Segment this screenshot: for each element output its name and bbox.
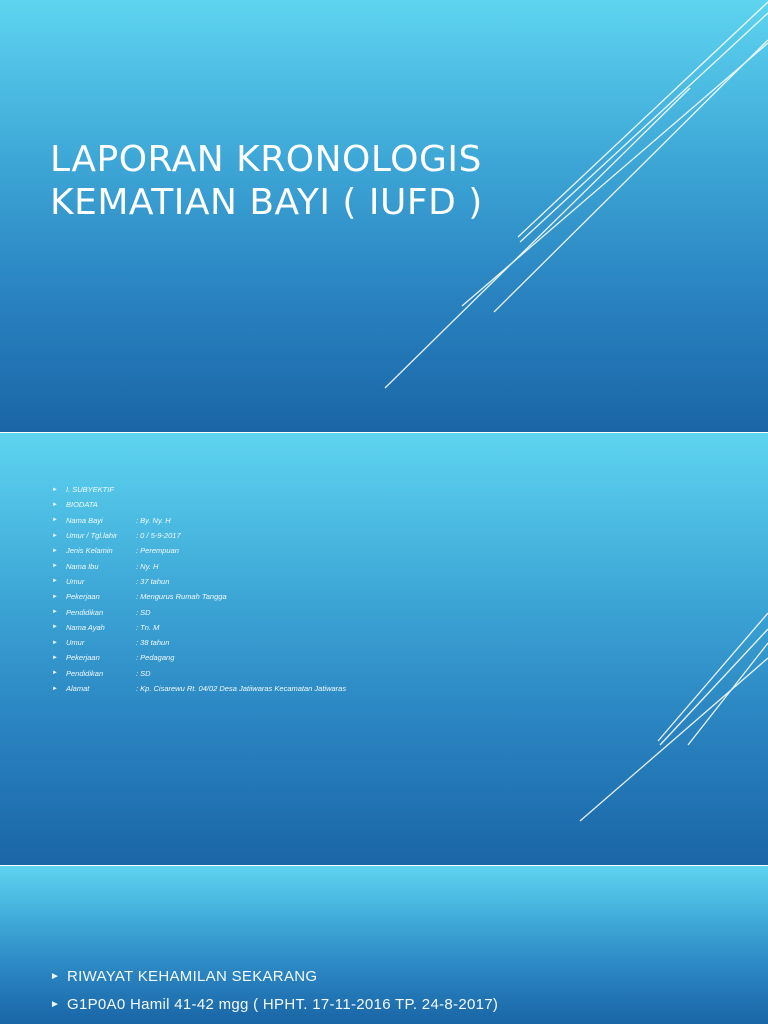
bullet-icon: ► [50,970,61,982]
bullet-icon: ► [52,639,58,646]
biodata-label: Umur [66,638,85,648]
bullet-icon: ► [52,517,58,524]
bullet-icon: ► [52,670,58,677]
deco-line [580,658,768,821]
history-item [50,962,498,990]
bullet-icon: ► [52,593,58,600]
bullet-icon: ► [52,486,58,493]
bullet-icon: ► [52,654,58,661]
biodata-label: Pekerjaan [66,592,100,602]
deco-line [658,613,768,741]
bullet-icon: ► [50,998,61,1010]
bullet-icon: ► [52,501,58,508]
biodata-label: Umur [66,576,85,586]
biodata-list [52,482,346,696]
biodata-label: Nama Bayi [66,515,103,525]
bullet-icon: ► [52,578,58,585]
biodata-value: : 0 / 5-9-2017 [136,531,181,541]
deco-line [660,629,768,745]
bullet-icon: ► [52,609,58,616]
bullet-icon: ► [52,547,58,554]
history-text: RIWAYAT KEHAMILAN SEKARANG [67,967,318,985]
biodata-item [52,650,346,665]
bullet-icon: ► [52,685,58,692]
biodata-label: Pekerjaan [66,653,100,663]
bullet-icon: ► [52,563,58,570]
title-line: LAPORAN KRONOLOGIS [50,139,482,180]
history-text: G1P0A0 Hamil 41-42 mgg ( HPHT. 17-11-2016 TP. 24-8-2017) [67,995,499,1013]
biodata-label: Jenis Kelamin [66,546,113,556]
bullet-icon: ► [52,624,58,631]
biodata-item [52,482,346,497]
biodata-slide [0,433,768,866]
biodata-label: Nama Ibu [66,561,99,571]
biodata-item [52,604,346,619]
biodata-item [52,558,346,573]
biodata-value: : By. Ny. H [136,515,171,525]
biodata-label: Pendidikan [66,668,104,678]
biodata-value: : Mengurus Rumah Tangga [136,592,227,602]
biodata-item [52,681,346,696]
pregnancy-history-slide [0,866,768,1024]
biodata-value: : Tn. M [136,622,160,632]
biodata-label: Nama Ayah [66,622,105,632]
biodata-label: BIODATA [66,500,98,510]
title-line: KEMATIAN BAYI ( IUFD ) [50,182,483,223]
biodata-item [52,635,346,650]
slide-title [50,138,570,224]
biodata-value: : Kp. Cisarewu Rt. 04/02 Desa Jatiiwaras Kecamatan Jatiwaras [136,684,347,693]
biodata-label: I. SUBYEKTIF [66,485,114,495]
history-item [50,990,498,1018]
biodata-item [52,620,346,635]
biodata-value: : Ny. H [136,561,159,571]
biodata-item [52,497,346,512]
biodata-label: Umur / Tgl.lahir [66,531,118,541]
biodata-value: : Pedagang [136,653,175,663]
biodata-value: : Perempuan [136,546,179,556]
bullet-icon: ► [52,532,58,539]
biodata-item [52,543,346,558]
title-slide [0,0,768,433]
biodata-value: : SD [136,607,151,617]
biodata-value: : 37 tahun [136,576,170,586]
biodata-item [52,666,346,681]
biodata-item [52,589,346,604]
biodata-label: Alamat [66,684,90,693]
biodata-label: Pendidikan [66,607,104,617]
pregnancy-history-list [50,962,498,1018]
deco-line [688,643,768,745]
biodata-value: : 38 tahun [136,638,170,648]
biodata-item [52,574,346,589]
biodata-value: : SD [136,668,151,678]
biodata-item [52,528,346,543]
deco-line [385,88,690,388]
biodata-item [52,513,346,528]
